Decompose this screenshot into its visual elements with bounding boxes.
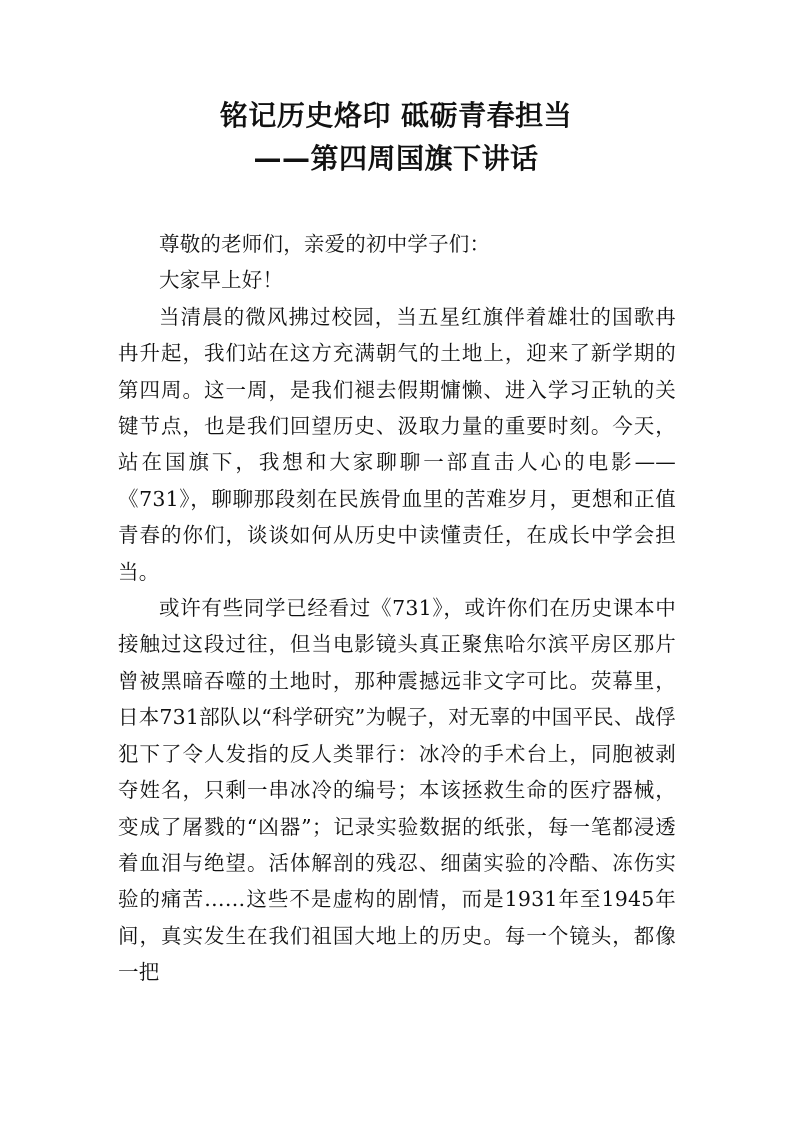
document-title: 铭记历史烙印 砥砺青春担当 [219, 99, 573, 132]
body-paragraph-history: 或许有些同学已经看过《731》，或许你们在历史课本中接触过这段过往，但当电影镜头真正聚焦哈尔滨平房区那片曾被黑暗吞噬的土地时，那种震撼远非文字可比。荧幕里，日本731部队以“科学研究”为幌子，对无辜的中国平民、战俘犯下了令人发指的反人类罪行：冰冷的手术台上，同胞被剥夺姓名，只剩一串冰冷的编号；本该拯救生命的医疗器械，变成了屠戮的“凶器”；记录实验数据的纸张，每一笔都浸透着血泪与绝望。活体解剖的残忍、细菌实验的冷酷、冻伤实验的痛苦……这些不是虚构的剧情，而是1931年至1945年间，真实发生在我们祖国大地上的历史。每一个镜头，都像一把 [118, 596, 676, 985]
body-paragraph-intro: 当清晨的微风拂过校园，当五星红旗伴着雄壮的国歌冉冉升起，我们站在这方充满朝气的土地上，迎来了新学期的第四周。这一周，是我们褪去假期慵懒、进入学习正轨的关键节点，也是我们回望历史、汲取力量的重要时刻。今天，站在国旗下，我想和大家聊聊一部直击人心的电影——《731》，聊聊那段刻在民族骨血里的苦难岁月，更想和正值青春的你们，谈谈如何从历史中读懂责任，在成长中学会担当。 [118, 304, 676, 584]
document-subtitle: ——第四周国旗下讲话 [253, 142, 539, 175]
document-body [118, 226, 676, 991]
salutation-paragraph: 尊敬的老师们，亲爱的初中学子们： [159, 232, 491, 256]
greeting-paragraph: 大家早上好！ [159, 268, 284, 293]
